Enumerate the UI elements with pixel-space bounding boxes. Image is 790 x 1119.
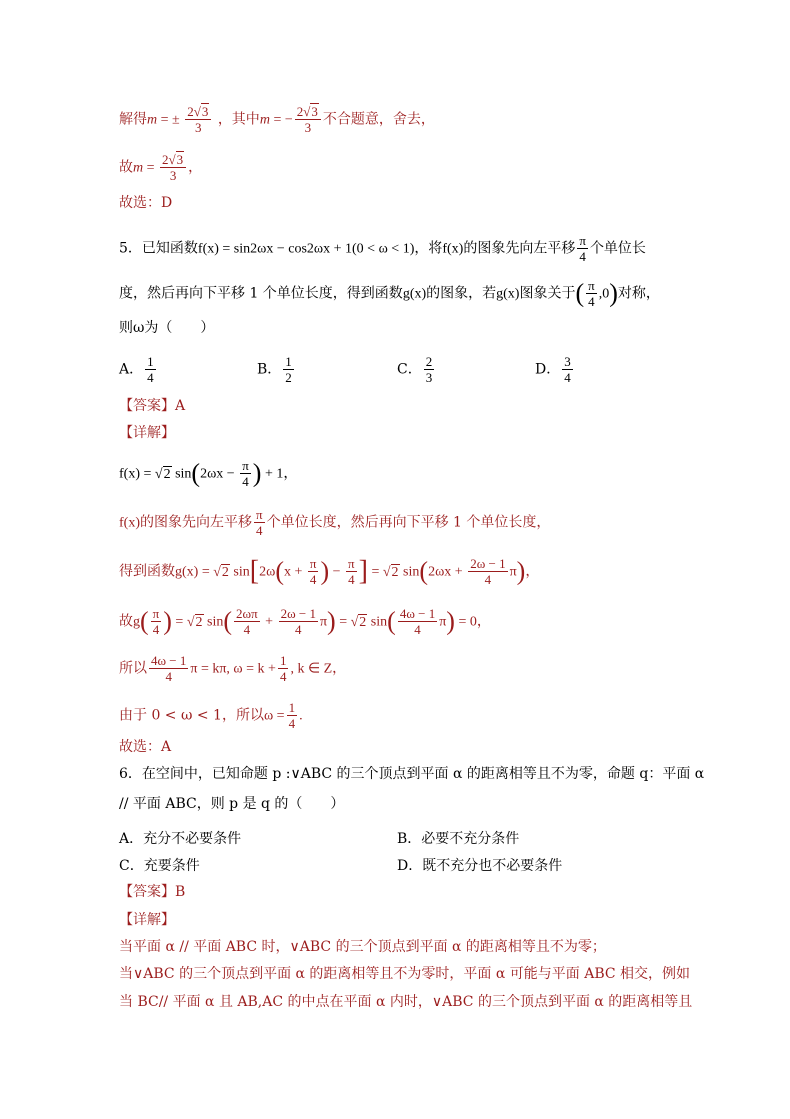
q5-detail-heading: 【详解】 — [119, 425, 175, 441]
q6-answer: 【答案】B — [119, 884, 186, 900]
q5-sol-line-5: 所以 $\frac{4\omega - 1}{4}$ π = kπ, ω = k + $\frac{1}{4}$ , k ∈ Z， — [119, 653, 347, 684]
q6-option-b[interactable]: B．必要不充分条件 — [397, 831, 520, 847]
q5-option-c[interactable]: C． $\frac{2}{3}$ — [397, 354, 433, 385]
q5-stem-line-2: 度，然后再向下平移 1 个单位长度，得到函数g(x)的图象，若g(x)图象关于( $\frac{\pi}{4}$ ,0)对称， — [119, 278, 660, 309]
q6-sol-line-3: 当 BC// 平面 α 且 AB,AC 的中点在平面 α 内时，∨ABC 的三个顶点到平面 α 的距离相等且 — [119, 994, 693, 1010]
q5-sol-line-6: 由于 0 < ω < 1，所以ω = $\frac{1}{4}$ . — [119, 700, 303, 731]
q5-stem-line-3: 则ω为（ ） — [119, 320, 215, 336]
q6-sol-line-2: 当∨ABC 的三个顶点到平面 α 的距离相等且不为零时，平面 α 可能与平面 ABC 相交，例如 — [119, 966, 691, 982]
q6-option-a[interactable]: A．充分不必要条件 — [119, 831, 242, 847]
q5-answer: 【答案】A — [119, 398, 186, 414]
prev-answer: 故选：D — [119, 195, 173, 211]
q6-option-d[interactable]: D．既不充分也不必要条件 — [397, 858, 563, 874]
q5-final-answer: 故选：A — [119, 739, 172, 755]
q5-stem-line-1: 5．已知函数f(x) = sin2ωx − cos2ωx + 1(0 < ω < 1)，将f(x)的图象先向左平移 $\frac{\pi}{4}$ 个单位长 — [119, 233, 646, 264]
q5-function: f(x) = sin2ωx − cos2ωx + 1(0 < ω < 1) — [197, 241, 415, 257]
prev-solve-line: 解得m = ± $\frac{2√3}{3}$ ，其中m = − $\frac{2√3}{3}$ 不合题意，舍去， — [119, 104, 435, 135]
q5-option-a[interactable]: A． $\frac{1}{4}$ — [119, 354, 154, 385]
q5-option-b[interactable]: B． $\frac{1}{2}$ — [257, 354, 292, 385]
q5-sol-line-1: f(x) = √2 sin(2ωx − $\frac{\pi}{4}$ ) + 1， — [119, 458, 298, 489]
q5-sol-line-3: 得到函数g(x) = √2 sin[2ω(x + $\frac{\pi}{4}$ ) − $\frac{\pi}{4}$ ] = √2 sin(2ωx + $\frac{2\omega - 1}{4}$ π)， — [119, 555, 540, 587]
q6-option-c[interactable]: C．充要条件 — [119, 858, 200, 874]
q6-detail-heading: 【详解】 — [119, 912, 175, 928]
q6-stem-line-1: 6．在空间中，已知命题 p :∨ABC 的三个顶点到平面 α 的距离相等且不为零，命题 q：平面 α — [119, 766, 705, 782]
q5-sol-line-2: f(x)的图象先向左平移 $\frac{\pi}{4}$ 个单位长度，然后再向下平移 1 个单位长度， — [119, 507, 551, 538]
prev-therefore-line: 故m = $\frac{2√3}{3}$ ， — [119, 152, 203, 183]
q5-sol-line-4: 故g( $\frac{\pi}{4}$ ) = √2 sin( $\frac{2\omega\pi}{4}$ + $\frac{2\omega - 1}{4}$ π) = √2 sin( $\frac{4\omega - 1}{4}$ π) = 0， — [119, 606, 491, 637]
q6-sol-line-1: 当平面 α // 平面 ABC 时，∨ABC 的三个顶点到平面 α 的距离相等且不为零； — [119, 939, 606, 955]
q5-option-d[interactable]: D． $\frac{3}{4}$ — [535, 354, 571, 385]
q6-stem-line-2: // 平面 ABC，则 p 是 q 的（ ） — [119, 796, 345, 812]
